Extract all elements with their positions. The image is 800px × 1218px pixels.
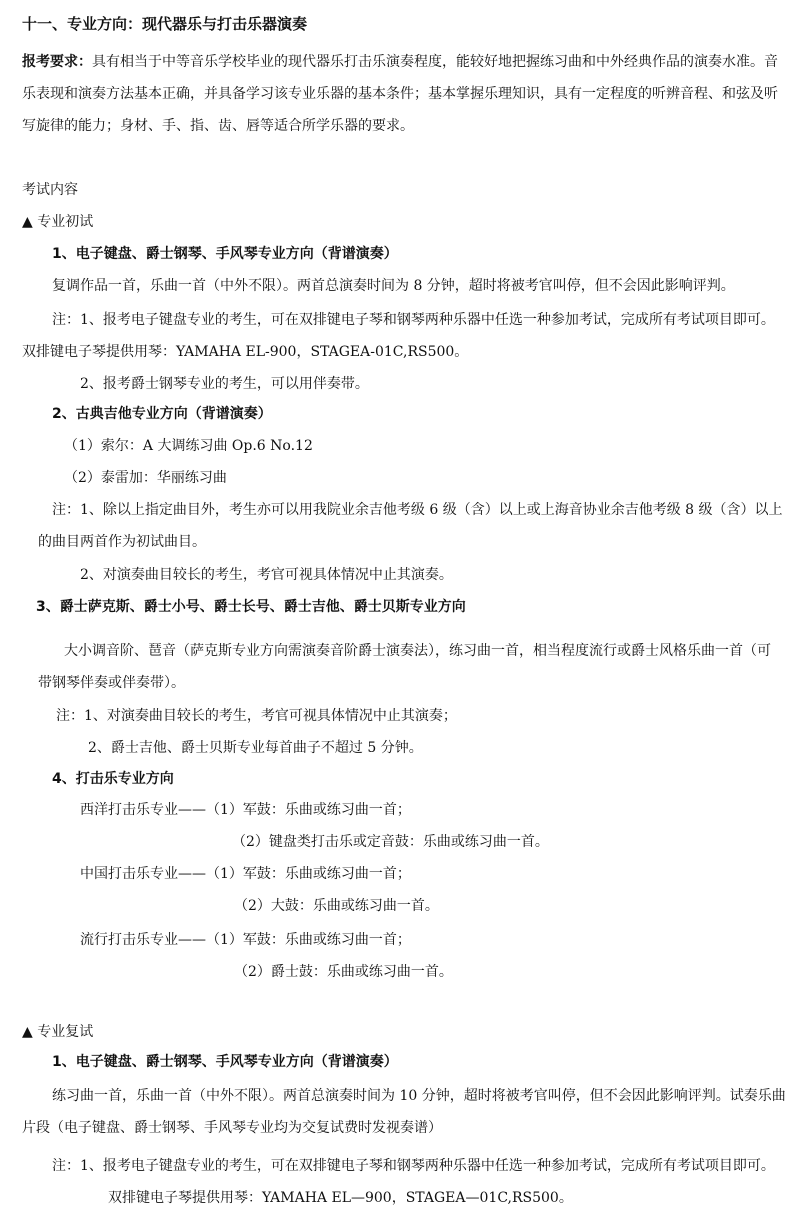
second-round-heading: ▲ 专业复试 <box>22 1024 94 1040</box>
first-s2-item2: （2）泰雷加：华丽练习曲 <box>64 470 227 486</box>
second-s1-title: 1、电子键盘、爵士钢琴、手风琴专业方向（背谱演奏） <box>52 1054 398 1070</box>
first-s2-item1: （1）索尔：A 大调练习曲 Op.6 No.12 <box>64 438 313 454</box>
first-s1-note2: 2、报考爵士钢琴专业的考生，可以用伴奏带。 <box>80 376 369 392</box>
first-s4-western-1: 西洋打击乐专业——（1）军鼓：乐曲或练习曲一首； <box>80 802 411 818</box>
first-s4-western-2: （2）键盘类打击乐或定音鼓：乐曲或练习曲一首。 <box>232 834 549 850</box>
first-s1-title: 1、电子键盘、爵士钢琴、手风琴专业方向（背谱演奏） <box>52 246 398 262</box>
first-s3-body-cont: 带钢琴伴奏或伴奏带）。 <box>38 675 185 691</box>
requirements-text-1: 具有相当于中等音乐学校毕业的现代器乐打击乐演奏程度，能较好地把握练习曲和中外经典作品的演奏水准。音 <box>92 54 778 70</box>
page-title: 十一、专业方向：现代器乐与打击乐器演奏 <box>22 15 308 33</box>
first-s1-body: 复调作品一首，乐曲一首（中外不限）。两首总演奏时间为 8 分钟，超时将被考官叫停，但不会因此影响评判。 <box>52 278 735 294</box>
first-s4-pop-2: （2）爵士鼓：乐曲或练习曲一首。 <box>234 964 453 980</box>
first-s3-body: 大小调音阶、琶音（萨克斯专业方向需演奏音阶爵士演奏法），练习曲一首，相当程度流行或爵士风格乐曲一首（可 <box>64 643 771 659</box>
first-s1-note1: 注：1、报考电子键盘专业的考生，可在双排键电子琴和钢琴两种乐器中任选一种参加考试，完成所有考试项目即可。 <box>52 312 775 328</box>
first-s1-note1-cont: 双排键电子琴提供用琴：YAMAHA EL-900，STAGEA-01C,RS500。 <box>22 344 469 360</box>
first-s4-chinese-2: （2）大鼓：乐曲或练习曲一首。 <box>234 898 439 914</box>
first-s3-note2: 2、爵士吉他、爵士贝斯专业每首曲子不超过 5 分钟。 <box>88 740 423 756</box>
exam-content-heading: 考试内容 <box>22 182 78 198</box>
first-s2-title: 2、古典吉他专业方向（背谱演奏） <box>52 406 272 422</box>
first-round-heading: ▲ 专业初试 <box>22 214 94 230</box>
first-s4-chinese-1: 中国打击乐专业——（1）军鼓：乐曲或练习曲一首； <box>80 866 411 882</box>
requirements-line-2: 乐表现和演奏方法基本正确，并具备学习该专业乐器的基本条件；基本掌握乐理知识，具有一定程度的听辨音程、和弦及听 <box>22 86 778 102</box>
second-s1-body: 练习曲一首，乐曲一首（中外不限）。两首总演奏时间为 10 分钟，超时将被考官叫停，但不会因此影响评判。试奏乐曲 <box>52 1088 786 1104</box>
second-s1-body-cont: 片段（电子键盘、爵士钢琴、手风琴专业均为交复试费时发视奏谱） <box>22 1120 442 1136</box>
first-s3-title: 3、爵士萨克斯、爵士小号、爵士长号、爵士吉他、爵士贝斯专业方向 <box>36 599 466 615</box>
first-s3-note1: 注：1、对演奏曲目较长的考生，考官可视具体情况中止其演奏； <box>56 708 457 724</box>
first-s4-title: 4、打击乐专业方向 <box>52 771 174 787</box>
first-s2-note1: 注：1、除以上指定曲目外，考生亦可以用我院业余吉他考级 6 级（含）以上或上海音协业余吉他考级 8 级（含）以上 <box>52 502 783 518</box>
first-s2-note2: 2、对演奏曲目较长的考生，考官可视具体情况中止其演奏。 <box>80 567 453 583</box>
requirements-line-1 <box>22 52 792 72</box>
first-s4-pop-1: 流行打击乐专业——（1）军鼓：乐曲或练习曲一首； <box>80 932 411 948</box>
first-s2-note1-cont: 的曲目两首作为初试曲目。 <box>38 534 206 550</box>
requirements-line-3: 写旋律的能力；身材、手、指、齿、唇等适合所学乐器的要求。 <box>22 118 414 134</box>
second-s1-note2: 双排键电子琴提供用琴：YAMAHA EL—900，STAGEA—01C,RS500。 <box>108 1190 573 1206</box>
requirements-label: 报考要求： <box>22 54 92 70</box>
second-s1-note1: 注：1、报考电子键盘专业的考生，可在双排键电子琴和钢琴两种乐器中任选一种参加考试，完成所有考试项目即可。 <box>52 1158 775 1174</box>
